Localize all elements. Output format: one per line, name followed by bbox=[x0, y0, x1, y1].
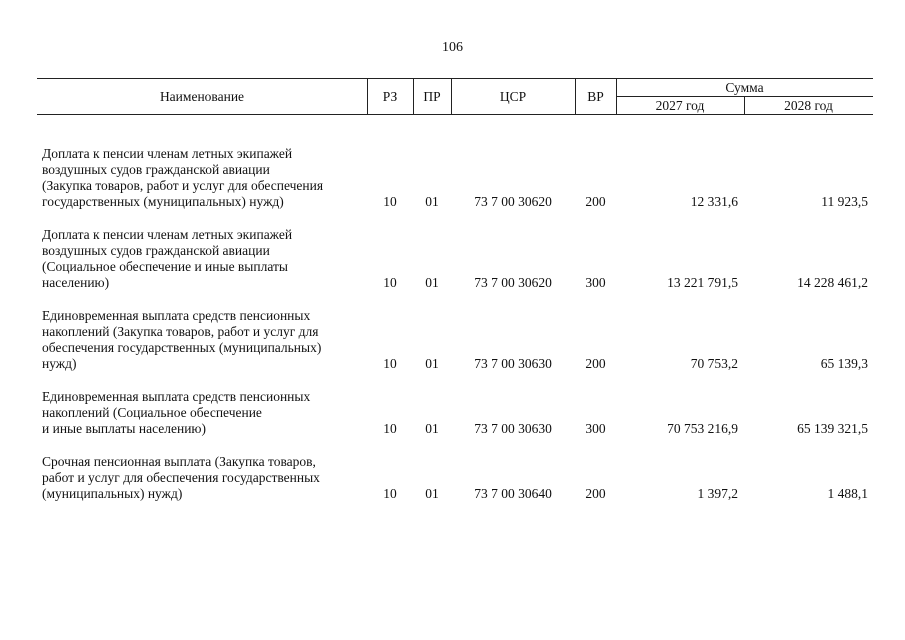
header-vr: ВР bbox=[587, 88, 604, 104]
row-rz: 10 bbox=[383, 421, 397, 436]
table-row bbox=[37, 227, 873, 291]
header-pr: ПР bbox=[423, 88, 441, 104]
header-year-2028: 2028 год bbox=[784, 98, 833, 113]
row-sum-2028: 65 139 321,5 bbox=[797, 421, 868, 436]
header-csr: ЦСР bbox=[499, 88, 527, 104]
row-vr: 200 bbox=[585, 356, 606, 371]
row-csr: 73 7 00 30620 bbox=[474, 275, 552, 290]
row-pr: 01 bbox=[425, 421, 439, 436]
header-sum: Сумма bbox=[725, 80, 764, 95]
row-name: Срочная пенсионная выплата (Закупка товаров, работ и услуг для обеспечения государственных (муниципальных) нужд) bbox=[42, 454, 320, 501]
row-name: Доплата к пенсии членам летных экипажей воздушных судов гражданской авиации (Социальное обеспечение и иные выплаты населению) bbox=[42, 227, 293, 290]
row-pr: 01 bbox=[425, 486, 439, 501]
row-vr: 200 bbox=[585, 486, 606, 501]
table-row bbox=[37, 308, 873, 372]
row-pr: 01 bbox=[425, 194, 439, 209]
row-sum-2027: 70 753 216,9 bbox=[667, 421, 738, 436]
row-vr: 300 bbox=[585, 421, 606, 436]
row-sum-2028: 11 923,5 bbox=[821, 194, 868, 209]
row-rz: 10 bbox=[383, 275, 397, 290]
row-name: Единовременная выплата средств пенсионных накоплений (Социальное обеспечение и иные выплаты населению) bbox=[42, 389, 311, 436]
row-csr: 73 7 00 30630 bbox=[474, 356, 552, 371]
row-csr: 73 7 00 30640 bbox=[474, 486, 552, 501]
row-pr: 01 bbox=[425, 356, 439, 371]
page-number: 106 bbox=[442, 40, 463, 55]
row-sum-2028: 14 228 461,2 bbox=[797, 275, 868, 290]
row-name: Единовременная выплата средств пенсионных накоплений (Закупка товаров, работ и услуг для обеспечения государственных (муниципальных) нужд) bbox=[42, 308, 322, 371]
header-name: Наименование bbox=[159, 88, 245, 104]
row-sum-2027: 12 331,6 bbox=[690, 194, 738, 209]
header-rz: РЗ bbox=[382, 88, 398, 104]
row-sum-2027: 70 753,2 bbox=[690, 356, 738, 371]
table-row bbox=[37, 454, 873, 502]
row-pr: 01 bbox=[425, 275, 439, 290]
row-rz: 10 bbox=[383, 356, 397, 371]
table-body bbox=[37, 146, 873, 519]
row-csr: 73 7 00 30620 bbox=[474, 194, 552, 209]
row-sum-2028: 1 488,1 bbox=[827, 486, 868, 501]
table-header bbox=[37, 78, 873, 115]
row-rz: 10 bbox=[383, 486, 397, 501]
row-rz: 10 bbox=[383, 194, 397, 209]
row-csr: 73 7 00 30630 bbox=[474, 421, 552, 436]
row-sum-2027: 13 221 791,5 bbox=[667, 275, 738, 290]
row-sum-2027: 1 397,2 bbox=[697, 486, 738, 501]
table-row bbox=[37, 146, 873, 210]
table-row bbox=[37, 389, 873, 437]
row-name: Доплата к пенсии членам летных экипажей воздушных судов гражданской авиации (Закупка товаров, работ и услуг для обеспечения государственных (муниципальных) нужд) bbox=[42, 146, 324, 209]
row-sum-2028: 65 139,3 bbox=[820, 356, 868, 371]
row-vr: 200 bbox=[585, 194, 606, 209]
row-vr: 300 bbox=[585, 275, 606, 290]
header-year-2027: 2027 год bbox=[655, 98, 705, 113]
